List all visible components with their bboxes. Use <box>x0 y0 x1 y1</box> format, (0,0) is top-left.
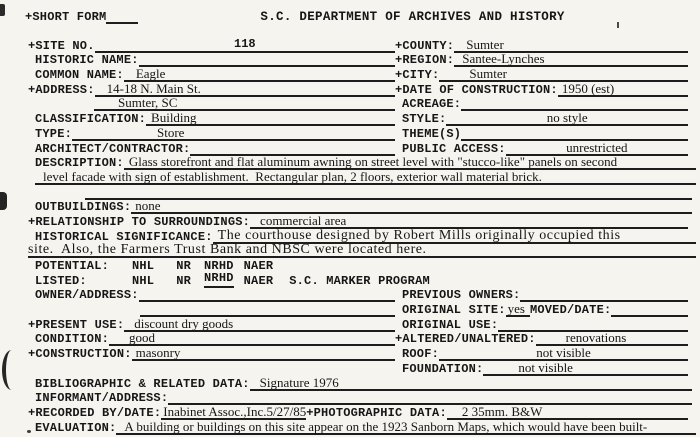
evaluation-label: EVALUATION: <box>35 420 117 435</box>
style-value: no style <box>446 111 688 126</box>
listed-label: LISTED: <box>35 273 87 288</box>
potential-option-nhl: NHL <box>132 259 155 273</box>
acreage-label: ACREAGE: <box>402 97 462 112</box>
owner-address-label: OWNER/ADDRESS: <box>35 288 139 303</box>
photographic-data-label: +PHOTOGRAPHIC DATA: <box>306 405 447 420</box>
city-value: Sumter <box>439 67 688 82</box>
row-listed <box>0 270 700 288</box>
row-address-date <box>0 82 700 97</box>
potential-option-nr: NR <box>176 259 192 273</box>
foundation-value: not visible <box>483 361 688 376</box>
row-description-2 <box>0 170 700 185</box>
row-potential <box>0 258 700 273</box>
historical-significance-label: HISTORICAL SIGNIFICANCE: <box>35 229 213 244</box>
county-value: Sumter <box>454 38 688 53</box>
informant-address-label: INFORMANT/ADDRESS: <box>35 391 169 406</box>
construction-label: +CONSTRUCTION: <box>28 347 132 362</box>
historic-name-label: HISTORIC NAME: <box>35 53 139 68</box>
condition-value: good <box>109 331 395 346</box>
altered-unaltered-value: renovations <box>536 331 688 346</box>
row-condition-altered <box>0 332 700 347</box>
historical-significance-line2: site. Also, the Farmers Trust Bank and NBSC were located here. <box>28 243 696 258</box>
outbuildings-value: none <box>131 199 692 214</box>
historical-significance-line1: The courthouse designed by Robert Mills originally occupied this <box>213 229 696 244</box>
listed-option-nrhd-underlined: NRHD <box>204 272 234 288</box>
moved-date-label: MOVED/DATE: <box>529 303 612 318</box>
original-site-value: yes <box>506 302 530 317</box>
short-form-blank-line <box>106 21 138 24</box>
listed-option-nhl: NHL <box>132 273 155 288</box>
address-value-line2: Sumter, SC <box>94 96 395 111</box>
row-owner-previous <box>0 288 700 303</box>
row-blank-line <box>0 185 700 200</box>
date-of-construction-value: 1950 (est) <box>558 82 688 97</box>
themes-label: THEME(S) <box>402 126 462 141</box>
row-foundation <box>0 361 700 376</box>
description-line2: level facade with sign of establishment. Rectangular plan, 2 floors, exterior wall material brick. <box>35 170 696 185</box>
condition-label: CONDITION: <box>35 332 110 347</box>
listed-option-nr: NR <box>176 273 192 288</box>
row-address2-acreage <box>0 97 700 112</box>
row-bibliographic <box>0 376 700 391</box>
classification-value: Building <box>146 111 395 126</box>
description-label: DESCRIPTION: <box>35 156 124 171</box>
row-relationship <box>0 214 700 229</box>
classification-label: CLASSIFICATION: <box>35 112 147 127</box>
row-recorded-photographic <box>0 405 700 420</box>
row-historic-region <box>0 53 700 68</box>
foundation-label: FOUNDATION: <box>402 361 484 376</box>
common-name-label: COMMON NAME: <box>35 68 124 83</box>
outbuildings-label: OUTBUILDINGS: <box>35 200 132 215</box>
public-access-value: unrestricted <box>506 141 688 156</box>
altered-unaltered-label: +ALTERED/UNALTERED: <box>395 332 536 347</box>
style-label: STYLE: <box>402 112 447 127</box>
type-label: TYPE: <box>35 126 73 141</box>
type-value: Store <box>72 126 395 141</box>
recorded-by-date-label: +RECORDED BY/DATE: <box>28 405 162 420</box>
page-title: S.C. DEPARTMENT OF ARCHIVES AND HISTORY <box>260 10 565 24</box>
site-no-label: +SITE NO. <box>28 38 95 53</box>
common-name-value: Eagle <box>124 67 395 82</box>
row-classification-style <box>0 111 700 126</box>
city-label: +CITY: <box>395 68 440 83</box>
row-type-themes <box>0 126 700 141</box>
potential-option-nrhd: NRHD <box>204 259 234 273</box>
photographic-data-value: 2 35mm. B&W <box>447 405 688 420</box>
original-site-label: ORIGINAL SITE: <box>402 303 506 318</box>
bibliographic-value: Signature 1976 <box>250 376 692 391</box>
potential-label: POTENTIAL: <box>35 259 110 273</box>
present-use-value: discount dry goods <box>124 317 395 332</box>
evaluation-value: A building or buildings on this site appear on the 1923 Sanborn Maps, which would have been built- <box>116 420 696 435</box>
roof-label: ROOF: <box>402 347 440 362</box>
row-outbuildings <box>0 200 700 215</box>
relationship-label: +RELATIONSHIP TO SURROUNDINGS: <box>28 214 251 229</box>
row-description-1 <box>0 156 700 171</box>
architect-contractor-label: ARCHITECT/CONTRACTOR: <box>35 141 191 156</box>
public-access-label: PUBLIC ACCESS: <box>402 141 506 156</box>
row-construction-roof <box>0 346 700 361</box>
row-informant <box>0 391 700 406</box>
date-of-construction-label: +DATE OF CONSTRUCTION: <box>395 82 558 97</box>
short-form-label: +SHORT FORM <box>25 10 107 24</box>
row-owner2-originalsite <box>0 302 700 317</box>
address-label: +ADDRESS: <box>28 82 95 97</box>
site-no-value: 118 <box>95 37 395 53</box>
moved-date-value <box>611 315 688 317</box>
description-line1: Glass storefront and flat aluminum awning on street level with "stucco-like" panels on second <box>124 155 696 170</box>
recorded-by-date-value: Inabinet Assoc.,Inc.5/27/85 <box>163 403 307 419</box>
row-evaluation <box>0 420 700 435</box>
form-header <box>0 6 700 24</box>
row-significance-2 <box>0 244 700 259</box>
listed-option-sc-marker: S.C. MARKER PROGRAM <box>289 273 430 288</box>
row-site-county <box>0 38 700 53</box>
region-value: Santee-Lynches <box>454 52 688 67</box>
present-use-label: +PRESENT USE: <box>28 317 125 332</box>
potential-option-naer: NAER <box>243 259 274 273</box>
roof-value: not visible <box>439 346 688 361</box>
listed-option-naer: NAER <box>243 273 274 288</box>
construction-value: masonry <box>132 346 395 361</box>
region-label: +REGION: <box>395 53 455 68</box>
original-use-label: ORIGINAL USE: <box>402 317 499 332</box>
previous-owners-label: PREVIOUS OWNERS: <box>402 288 521 303</box>
bibliographic-label: BIBLIOGRAPHIC & RELATED DATA: <box>35 376 250 391</box>
address-value: 14-18 N. Main St. <box>95 82 395 97</box>
owner-address-value <box>139 300 395 302</box>
relationship-value: commercial area <box>250 214 688 229</box>
county-label: +COUNTY: <box>395 38 455 53</box>
row-common-city <box>0 67 700 82</box>
